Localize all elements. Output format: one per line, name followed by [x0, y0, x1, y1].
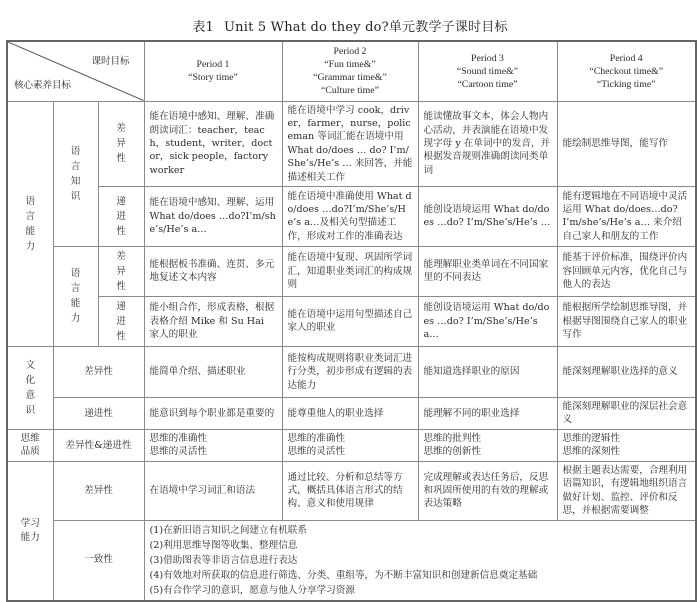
list-item: (2)利用思维导图等收集、整理信息	[149, 539, 298, 551]
cell-p3: 思维的批判性 思维的创新性	[418, 429, 557, 461]
table-row	[7, 296, 696, 346]
cell-p2: 能尊重他人的职业选择	[282, 397, 418, 429]
table-row	[7, 461, 696, 520]
table-title: Unit 5 What do they do?单元教学子课时目标	[224, 20, 508, 35]
table-row	[7, 246, 696, 296]
cell-p3: 能理解不同的职业选择	[418, 397, 557, 429]
cell-p1: 能在语境中感知、理解、准确朗读词汇：teacher，teach，student，writer，doctor，sick people，factory worker	[144, 101, 282, 186]
cell-p1: 思维的准确性 思维的灵活性	[144, 429, 282, 461]
cell-p2: 能在语境中运用句型描述自己家人的职业	[282, 296, 418, 346]
table-row	[7, 520, 696, 601]
subcategory-language-knowledge: 语言知识	[53, 101, 98, 246]
cell-p1: 在语境中学习词汇和语法	[144, 461, 282, 520]
category-language-ability: 语言能力	[7, 101, 53, 346]
table-row	[7, 346, 696, 397]
cell-p3: 能读懂故事文本，体会人物内心活动，并表演能在语境中发现字母 y 在单词中的发音，并根据发音规则准确朗读同类单词	[418, 101, 557, 186]
cell-p4: 能根据所学绘制思维导图，并根据导图围绕自己家人的职业写作	[557, 296, 696, 346]
cell-p4: 能深刻理解职业的深层社会意义	[557, 397, 696, 429]
cell-p3: 能创设语境运用 What do/does …do? I’m/She’s/He’s …	[418, 186, 557, 246]
subcategory-language-skill: 语言能力	[53, 246, 98, 346]
cell-p1: 能根据板书准确、连贯、多元地复述文本内容	[144, 246, 282, 296]
consistency-list	[144, 520, 696, 601]
cell-p1: 能在语境中感知、理解、运用 What do/does …do?I’m/she’s/He’s a…	[144, 186, 282, 246]
list-item: (1)在新旧语言知识之间建立有机联系	[149, 524, 307, 536]
type-progressive: 递进性	[98, 186, 144, 246]
cell-p4: 能深刻理解职业选择的意义	[557, 346, 696, 397]
cell-p1: 能简单介绍、描述职业	[144, 346, 282, 397]
list-item: (4)有效地对所获取的信息进行筛选、分类、重组等，为不断丰富知识和创建新信息奠定基础	[149, 569, 538, 581]
type-difference-progressive: 差异性&递进性	[53, 429, 144, 461]
type-difference: 差异性	[98, 246, 144, 296]
cell-p4: 能基于评价标准，围绕评价内容回顾单元内容，优化自己与他人的表达	[557, 246, 696, 296]
cell-p3: 能知道选择职业的原因	[418, 346, 557, 397]
cell-p1: 能意识到每个职业都是重要的	[144, 397, 282, 429]
cell-p2: 能在语境中准确使用 What do/does …do?I’m/She’s/He’s a…及相关句型描述工作，形成对工作的准确表达	[282, 186, 418, 246]
category-cultural-awareness: 文化意识	[7, 346, 53, 429]
type-progressive: 递进性	[98, 296, 144, 346]
type-difference: 差异性	[53, 346, 144, 397]
cell-p3: 完成理解或表达任务后，反思和巩固所使用的有效的理解或表达策略	[418, 461, 557, 520]
period-4-header: Period 4 “Checkout time&” “Ticking time”	[557, 41, 696, 101]
table-row	[7, 101, 696, 186]
corner-bottom-label: 核心素养目标	[14, 80, 72, 91]
cell-p1: 能小组合作，形成表格，根据表格介绍 Mike 和 Su Hai 家人的职业	[144, 296, 282, 346]
list-item: (3)借助图表等非语言信息进行表达	[149, 554, 298, 566]
table-caption	[0, 16, 700, 35]
corner-top-label: 课时目标	[91, 57, 130, 67]
type-consistency: 一致性	[53, 520, 144, 601]
type-difference: 差异性	[98, 101, 144, 186]
type-difference: 差异性	[53, 461, 144, 520]
cell-p4: 能绘制思维导图，能写作	[557, 101, 696, 186]
corner-header-cell	[7, 41, 144, 101]
period-2-header: Period 2 “Fun time&” “Grammar time&” “Culture time”	[282, 41, 418, 101]
cell-p3: 能创设语境运用 What do/does …do? I’m/She’s/He’s a…	[418, 296, 557, 346]
cell-p2: 能在语境中学习 cook，driver，farmer，nurse，policeman 等词汇能在语境中用 What do/does … do? I’m/She’s/He’s … 来回答，并能描述相关工作	[282, 101, 418, 186]
header-row	[7, 41, 696, 101]
table-row	[7, 429, 696, 461]
cell-p4: 能有逻辑地在不同语境中灵活运用 What do/does…do? I’m/she’s/He’s a… 来介绍自己家人和朋友的工作	[557, 186, 696, 246]
category-learning-ability: 学习能力	[7, 461, 53, 600]
unit-objectives-table	[6, 40, 697, 602]
cell-p4: 思维的逻辑性 思维的深刻性	[557, 429, 696, 461]
cell-p2: 思维的准确性 思维的灵活性	[282, 429, 418, 461]
cell-p2: 通过比较、分析和总结等方式，概括具体语言形式的结构、意义和使用规律	[282, 461, 418, 520]
type-progressive: 递进性	[53, 397, 144, 429]
cell-p2: 能按构成规则将职业类词汇进行分类，初步形成有逻辑的表达能力	[282, 346, 418, 397]
period-1-header: Period 1 “Story time”	[144, 41, 282, 101]
cell-p4: 根据主题表达需要，合理利用语篇知识，有逻辑地组织语言做好计划、监控、评价和反思，并根据需要调整	[557, 461, 696, 520]
cell-p2: 能在语境中复现、巩固所学词汇，知道职业类词汇的构成规则	[282, 246, 418, 296]
table-row	[7, 397, 696, 429]
category-thinking-quality: 思维品质	[7, 429, 53, 461]
period-3-header: Period 3 “Sound time&” “Cartoon time”	[418, 41, 557, 101]
table-row	[7, 186, 696, 246]
list-item: (5)有合作学习的意识，愿意与他人分享学习资源	[149, 584, 355, 596]
cell-p3: 能理解职业类单词在不同国家里的不同表达	[418, 246, 557, 296]
table-number: 表1	[192, 20, 214, 35]
